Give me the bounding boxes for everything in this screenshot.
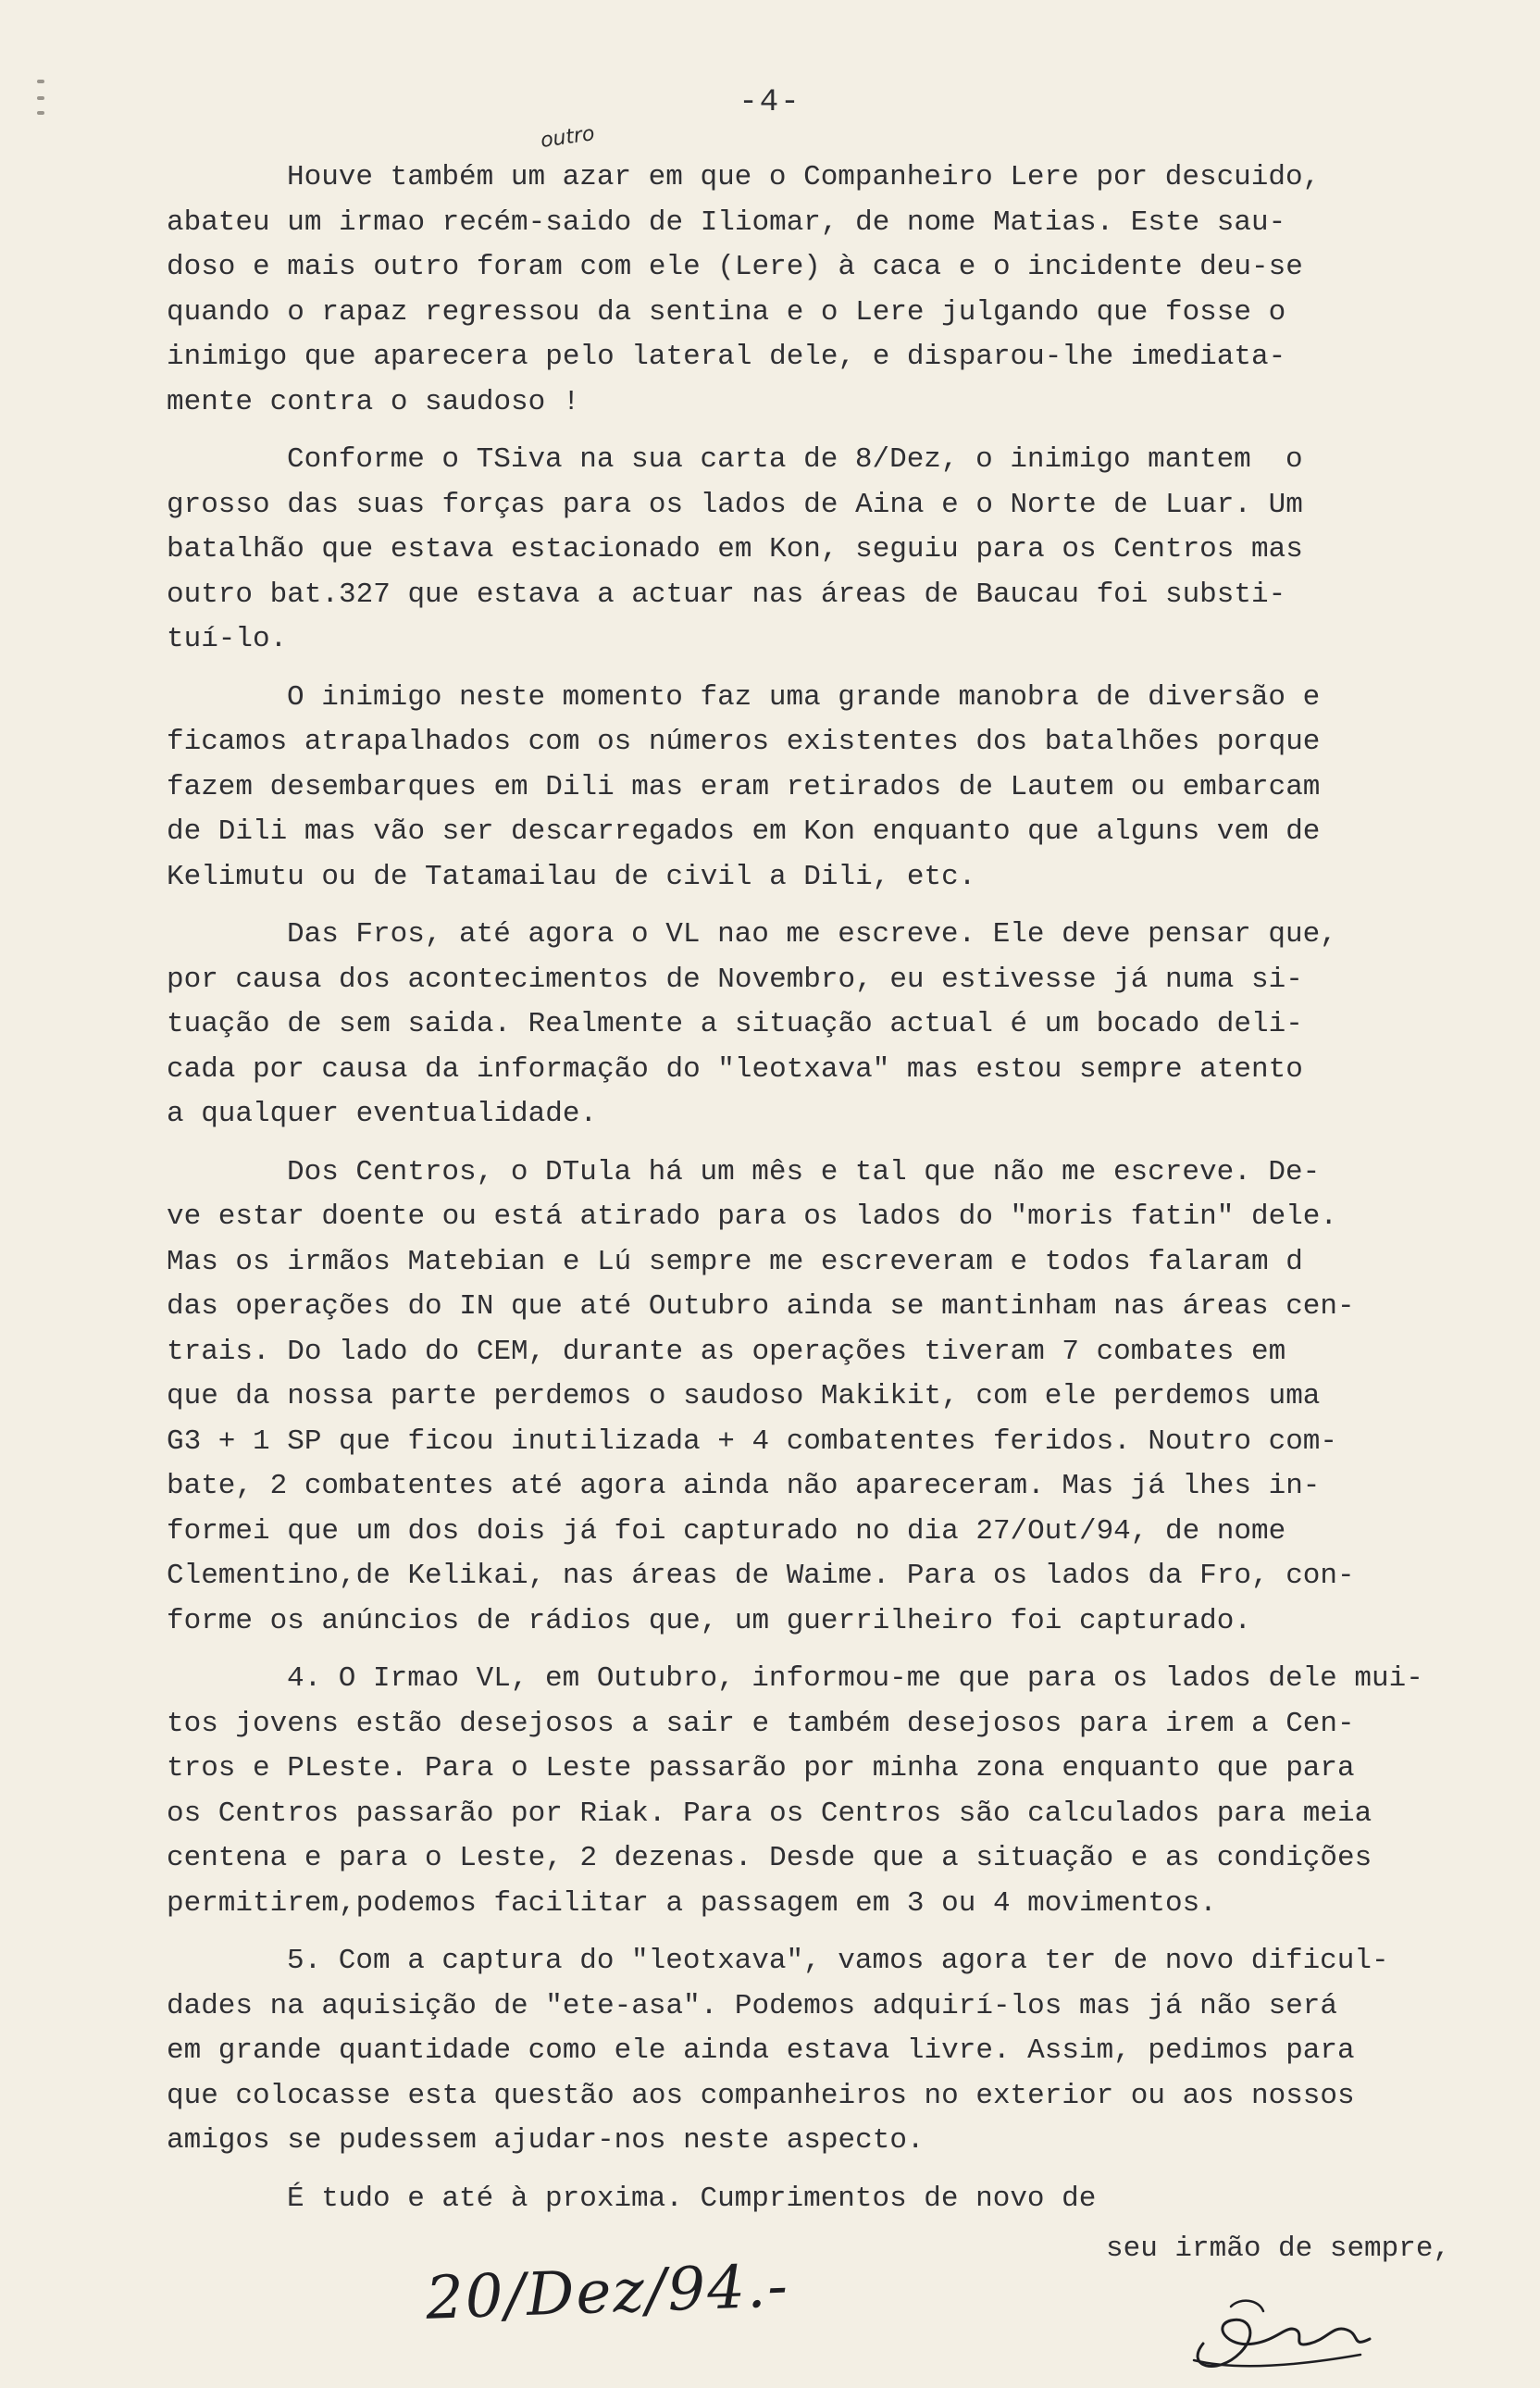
text-line: grosso das suas forças para os lados de Aina e o Norte de Luar. Um	[167, 488, 1303, 521]
closing-line: seu irmão de sempre,	[1106, 2233, 1451, 2265]
paragraph-gap	[167, 900, 1444, 913]
text-line: tros e PLeste. Para o Leste passarão por minha zona enquanto que para	[167, 1752, 1355, 1785]
text-line: os Centros passarão por Riak. Para os Centros são calculados para meia	[167, 1797, 1372, 1830]
letter-body	[167, 155, 1444, 2221]
text-line: quando o rapaz regressou da sentina e o Lere julgando que fosse o	[167, 295, 1286, 329]
signature	[1175, 2279, 1379, 2381]
text-line: trais. Do lado do CEM, durante as operações tiveram 7 combates em	[167, 1335, 1286, 1368]
text-line: 5. Com a captura do "leotxava", vamos agora ter de novo dificul-	[287, 1945, 1389, 1977]
text-line: É tudo e até à proxima. Cumprimentos de novo de	[287, 2182, 1097, 2215]
text-line: Conforme o TSiva na sua carta de 8/Dez, o inimigo mantem o	[287, 443, 1303, 476]
text-line: Dos Centros, o DTula há um mês e tal que não me escreve. De-	[287, 1155, 1321, 1188]
text-line: Mas os irmãos Matebian e Lú sempre me escreveram e todos falaram d	[167, 1245, 1303, 1278]
text-line: forme os anúncios de rádios que, um guerrilheiro foi capturado.	[167, 1604, 1251, 1637]
text-line: tuação de sem saida. Realmente a situação actual é um bocado deli-	[167, 1008, 1303, 1040]
paragraph-gap	[167, 1644, 1444, 1657]
text-line: de Dili mas vão ser descarregados em Kon enquanto que alguns vem de	[167, 815, 1321, 848]
text-line: Das Fros, até agora o VL nao me escreve. Ele deve pensar que,	[287, 918, 1337, 951]
text-line: tos jovens estão desejosos a sair e também desejosos para irem a Cen-	[167, 1707, 1355, 1740]
paragraph-gap	[167, 425, 1444, 438]
text-line: que da nossa parte perdemos o saudoso Makikit, com ele perdemos uma	[167, 1380, 1321, 1412]
text-line: Clementino,de Kelikai, nas áreas de Waime. Para os lados da Fro, con-	[167, 1560, 1355, 1592]
text-line: dades na aquisição de "ete-asa". Podemos adquirí-los mas já não será	[167, 1989, 1338, 2022]
text-line: O inimigo neste momento faz uma grande manobra de diversão e	[287, 680, 1321, 714]
text-line: bate, 2 combatentes até agora ainda não apareceram. Mas já lhes in-	[167, 1470, 1321, 1502]
paragraph-gap	[167, 2164, 1444, 2177]
text-line: fazem desembarques em Dili mas eram retirados de Lautem ou embarcam	[167, 770, 1321, 803]
text-line: 4. O Irmao VL, em Outubro, informou-me que para os lados dele mui-	[287, 1662, 1423, 1695]
text-line: abateu um irmao recém-saido de Iliomar, de nome Matias. Este sau-	[167, 205, 1286, 239]
page-number: -4-	[739, 85, 801, 120]
text-line: que colocasse esta questão aos companheiros no exterior ou aos nossos	[167, 2079, 1355, 2112]
paragraph-gap	[167, 1926, 1444, 1939]
text-line: tuí-lo.	[167, 623, 288, 655]
text-line: doso e mais outro foram com ele (Lere) à caca e o incidente deu-se	[167, 251, 1303, 283]
text-line: permitirem,podemos facilitar a passagem em 3 ou 4 movimentos.	[167, 1886, 1217, 1920]
text-line: Kelimutu ou de Tatamailau de civil a Dili, etc.	[167, 860, 976, 893]
text-line: amigos se pudessem ajudar-nos neste aspecto.	[167, 2124, 925, 2157]
handwritten-insert: outro	[539, 122, 597, 153]
handwritten-date: 20/Dez/94.-	[424, 2252, 791, 2333]
text-line: por causa dos acontecimentos de Novembro, eu estivesse já numa si-	[167, 963, 1303, 996]
text-line: mente contra o saudoso !	[167, 385, 580, 418]
text-line: em grande quantidade como ele ainda estava livre. Assim, pedimos para	[167, 2034, 1355, 2067]
text-line: cada por causa da informação do "leotxava" mas estou sempre atento	[167, 1052, 1303, 1086]
text-line: das operações do IN que até Outubro ainda se mantinham nas áreas cen-	[167, 1290, 1355, 1323]
text-line: a qualquer eventualidade.	[167, 1098, 598, 1130]
text-line: G3 + 1 SP que ficou inutilizada + 4 combatentes feridos. Noutro com-	[167, 1424, 1338, 1458]
text-line: Houve também um azar em que o Companheiro Lere por descuido,	[287, 161, 1321, 193]
text-line: inimigo que aparecera pelo lateral dele, e disparou-lhe imediata-	[167, 341, 1286, 373]
text-line: formei que um dos dois já foi capturado no dia 27/Out/94, de nome	[167, 1514, 1286, 1548]
text-line: outro bat.327 que estava a actuar nas áreas de Baucau foi substi-	[167, 578, 1286, 611]
text-line: centena e para o Leste, 2 dezenas. Desde que a situação e as condições	[167, 1842, 1372, 1874]
paragraph-gap	[167, 663, 1444, 676]
text-line: ve estar doente ou está atirado para os lados do "moris fatin" dele.	[167, 1200, 1338, 1233]
text-line: ficamos atrapalhados com os números existentes dos batalhões porque	[167, 726, 1321, 758]
margin-mark	[37, 80, 44, 83]
paragraph-gap	[167, 1138, 1444, 1150]
text-line: batalhão que estava estacionado em Kon, seguiu para os Centros mas	[167, 533, 1303, 566]
